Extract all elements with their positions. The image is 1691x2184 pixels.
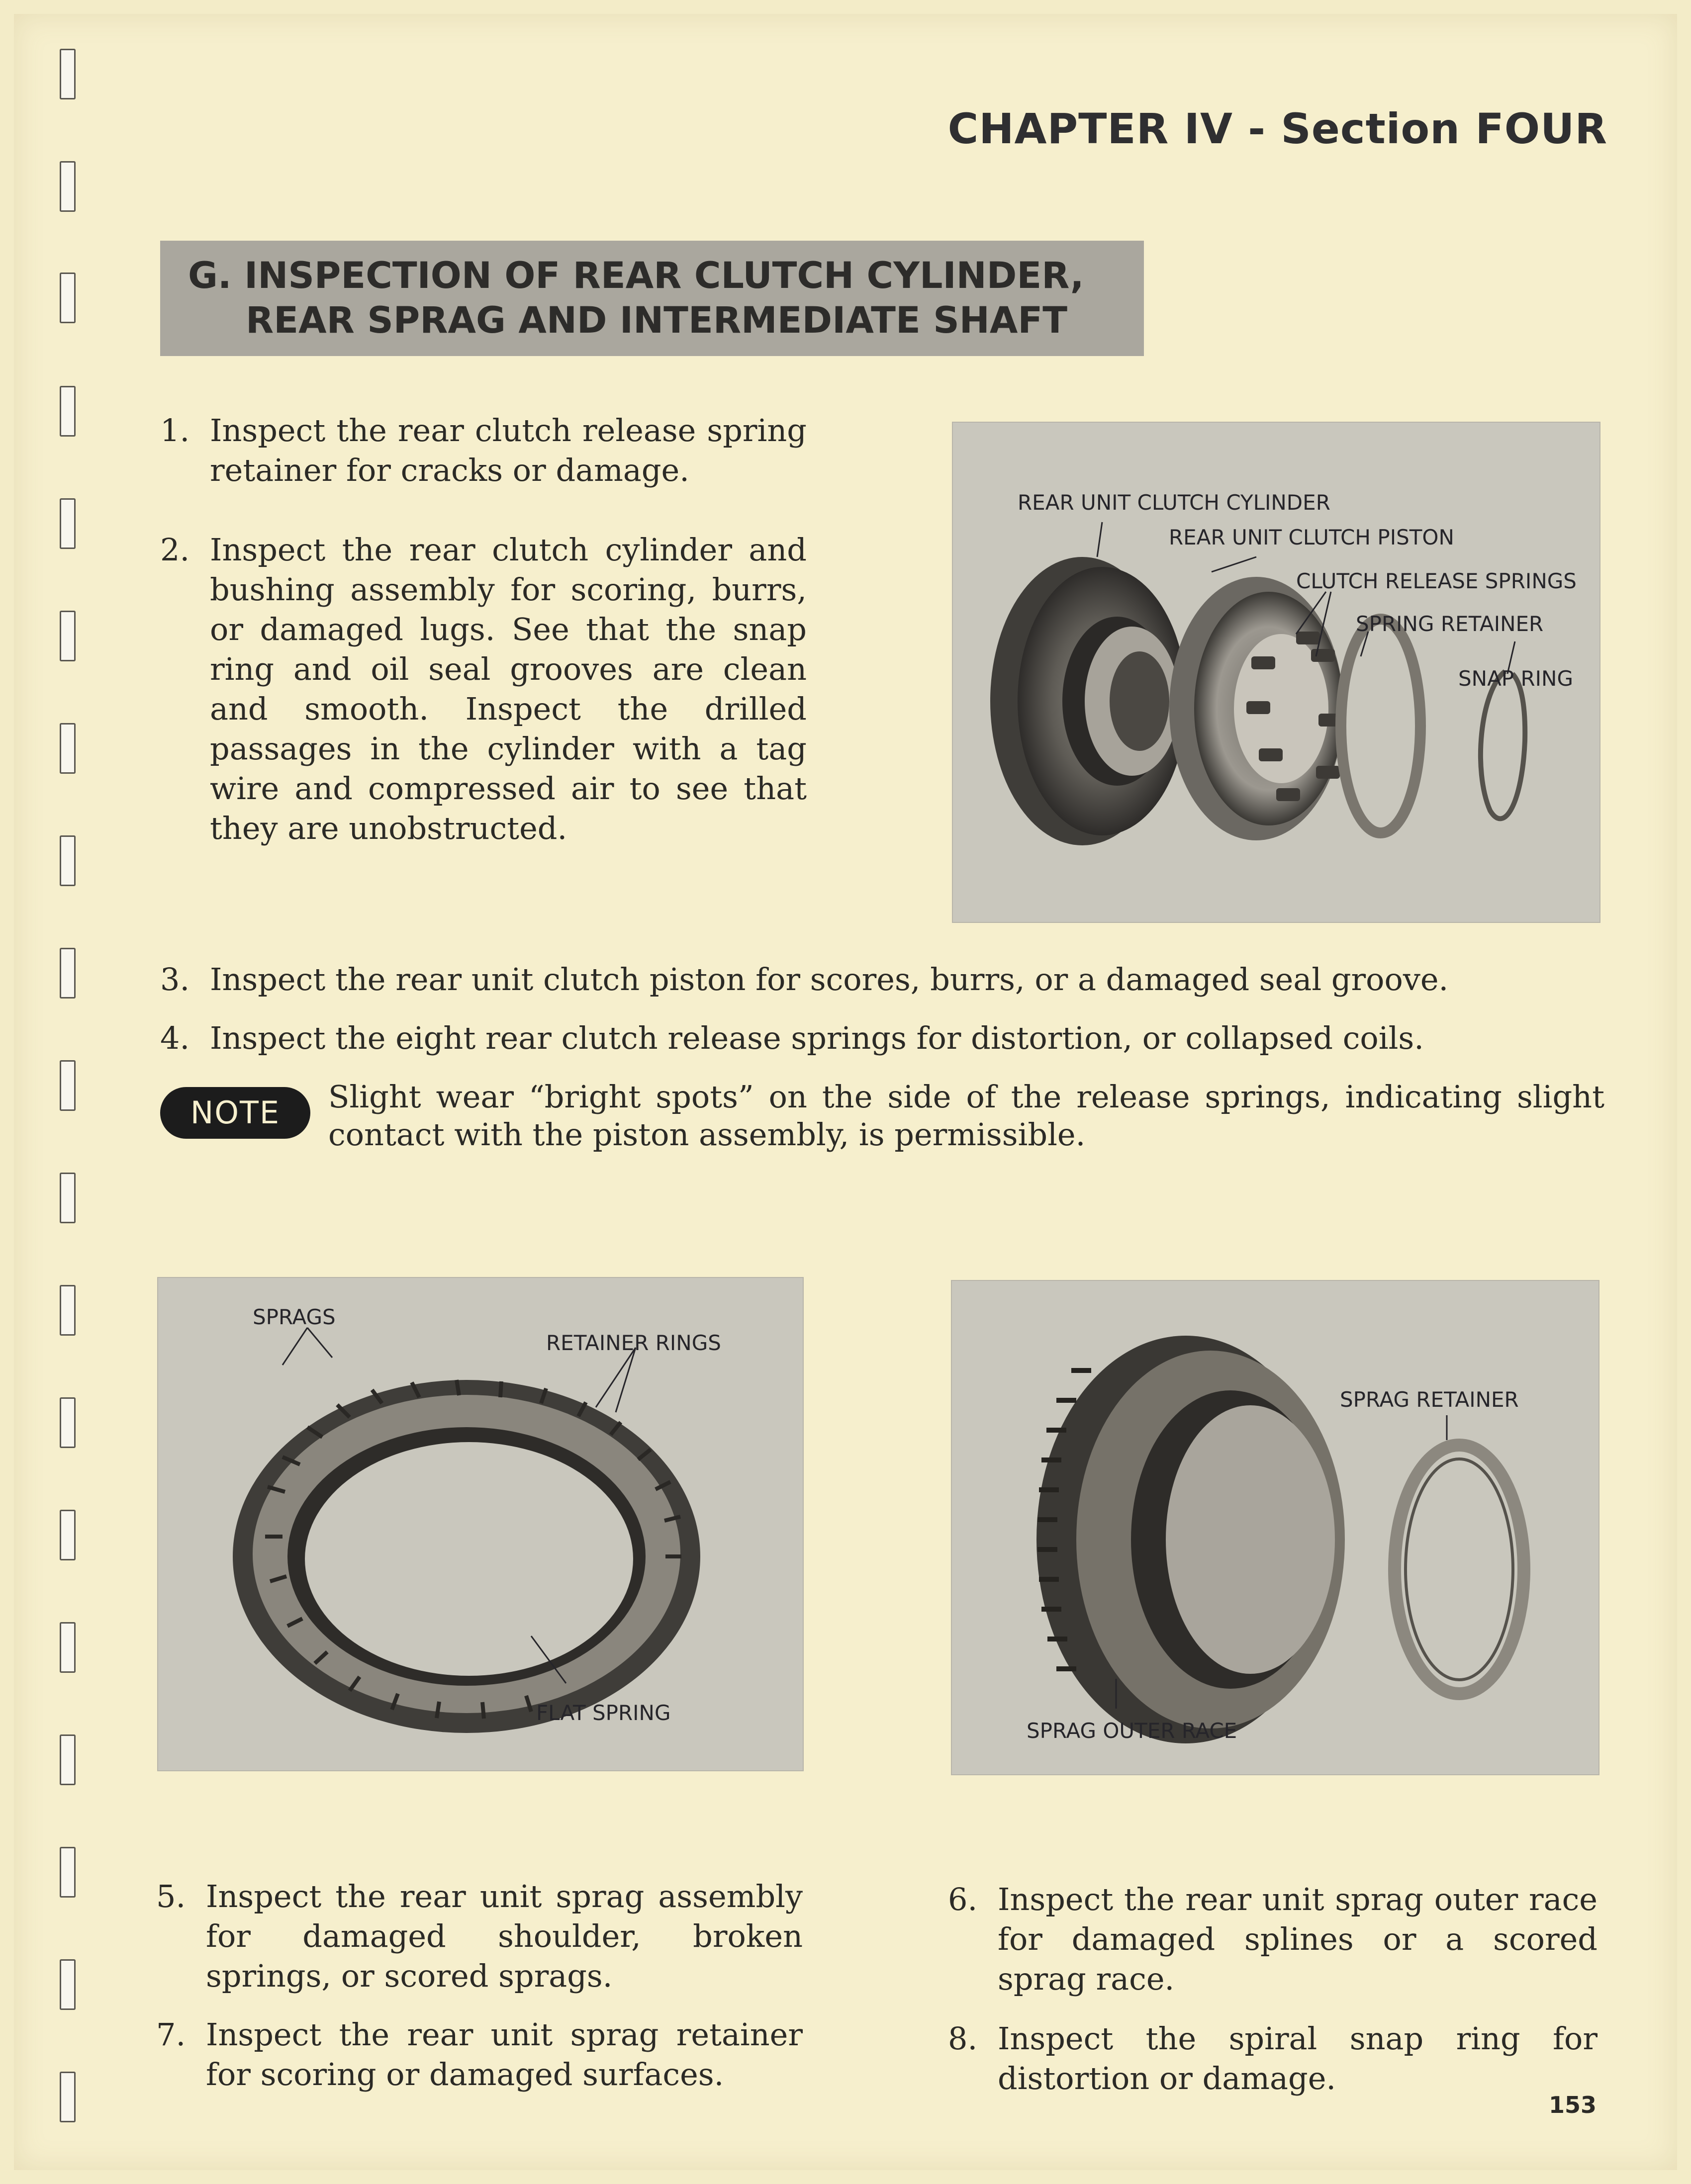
binder-hole: [60, 161, 76, 212]
sprag-outer-race-photo: [951, 1280, 1599, 1775]
step-number: 1.: [160, 412, 190, 449]
section-title-line-1: G. INSPECTION OF REAR CLUTCH CYLINDER,: [188, 255, 1084, 297]
step-text: Inspect the rear unit sprag outer race for damaged splines or a scored sprag race.: [998, 1881, 1597, 1997]
step-number: 6.: [948, 1881, 978, 1917]
binder-hole: [60, 1959, 76, 2010]
binder-hole: [60, 1173, 76, 1223]
section-title-banner: [160, 241, 1144, 356]
step-number: 7.: [156, 2016, 186, 2053]
step-text: Inspect the spiral snap ring for distortion or damage.: [998, 2020, 1597, 2096]
note-text: Slight wear “bright spots” on the side of the release springs, indicating slight contact with the piston assembly, is permissible.: [328, 1079, 1604, 1153]
step-number: 5.: [156, 1878, 186, 1914]
binder-hole: [60, 1397, 76, 1448]
binder-hole: [60, 1285, 76, 1336]
label-clutch-release-springs: CLUTCH RELEASE SPRINGS: [1296, 569, 1577, 593]
step-text: Inspect the rear unit sprag assembly for damaged shoulder, broken springs, or scored sprags.: [206, 1878, 803, 1994]
binder-hole: [60, 1734, 76, 1785]
binder-hole: [60, 1510, 76, 1560]
label-snap-ring: SNAP RING: [1458, 666, 1574, 691]
step-text: Inspect the rear unit sprag retainer for scoring or damaged surfaces.: [206, 2016, 803, 2093]
binder-hole: [60, 1060, 76, 1111]
binder-hole: [60, 2072, 76, 2122]
step-number: 2.: [160, 532, 190, 568]
binder-hole: [60, 1847, 76, 1898]
binder-hole: [60, 498, 76, 549]
step-number: 4.: [160, 1020, 190, 1056]
label-flat-spring: FLAT SPRING: [536, 1701, 671, 1725]
binder-hole: [60, 386, 76, 437]
step-text: Inspect the rear clutch cylinder and bushing assembly for scoring, burrs, or damaged lugs. See that the snap ring and oil seal grooves are clean and smooth. Inspect the drilled passages in the cylinder with a tag wire and compressed air to see that they are unobstructed.: [210, 532, 807, 846]
binder-hole: [60, 948, 76, 999]
sprag-assembly-photo: [157, 1277, 804, 1771]
binder-hole: [60, 273, 76, 323]
binder-hole: [60, 1622, 76, 1673]
step-text: Inspect the rear clutch release spring retainer for cracks or damage.: [210, 412, 807, 488]
label-sprag-outer-race: SPRAG OUTER RACE: [1027, 1719, 1237, 1743]
binder-hole: [60, 49, 76, 99]
step-text: Inspect the eight rear clutch release springs for distortion, or collapsed coils.: [210, 1020, 1424, 1056]
label-rear-unit-clutch-piston: REAR UNIT CLUTCH PISTON: [1169, 525, 1454, 549]
label-retainer-rings: RETAINER RINGS: [546, 1331, 721, 1355]
note-badge: NOTE: [160, 1087, 310, 1139]
step-text: Inspect the rear unit clutch piston for scores, burrs, or a damaged seal groove.: [210, 961, 1449, 998]
clutch-cylinder-photo: [952, 422, 1600, 923]
chapter-heading: CHAPTER IV - Section FOUR: [947, 104, 1607, 153]
label-sprags: SPRAGS: [253, 1305, 336, 1329]
binder-hole: [60, 723, 76, 774]
label-sprag-retainer: SPRAG RETAINER: [1340, 1387, 1519, 1412]
label-spring-retainer: SPRING RETAINER: [1356, 612, 1544, 636]
label-rear-unit-clutch-cylinder: REAR UNIT CLUTCH CYLINDER: [1018, 490, 1330, 515]
step-number: 3.: [160, 961, 190, 998]
section-title-line-2: REAR SPRAG AND INTERMEDIATE SHAFT: [246, 299, 1068, 342]
page-number: 153: [1548, 2092, 1597, 2118]
binder-hole: [60, 611, 76, 661]
step-number: 8.: [948, 2020, 978, 2057]
sprag-outer-race-illustration: [952, 1281, 1598, 1774]
binder-hole: [60, 835, 76, 886]
